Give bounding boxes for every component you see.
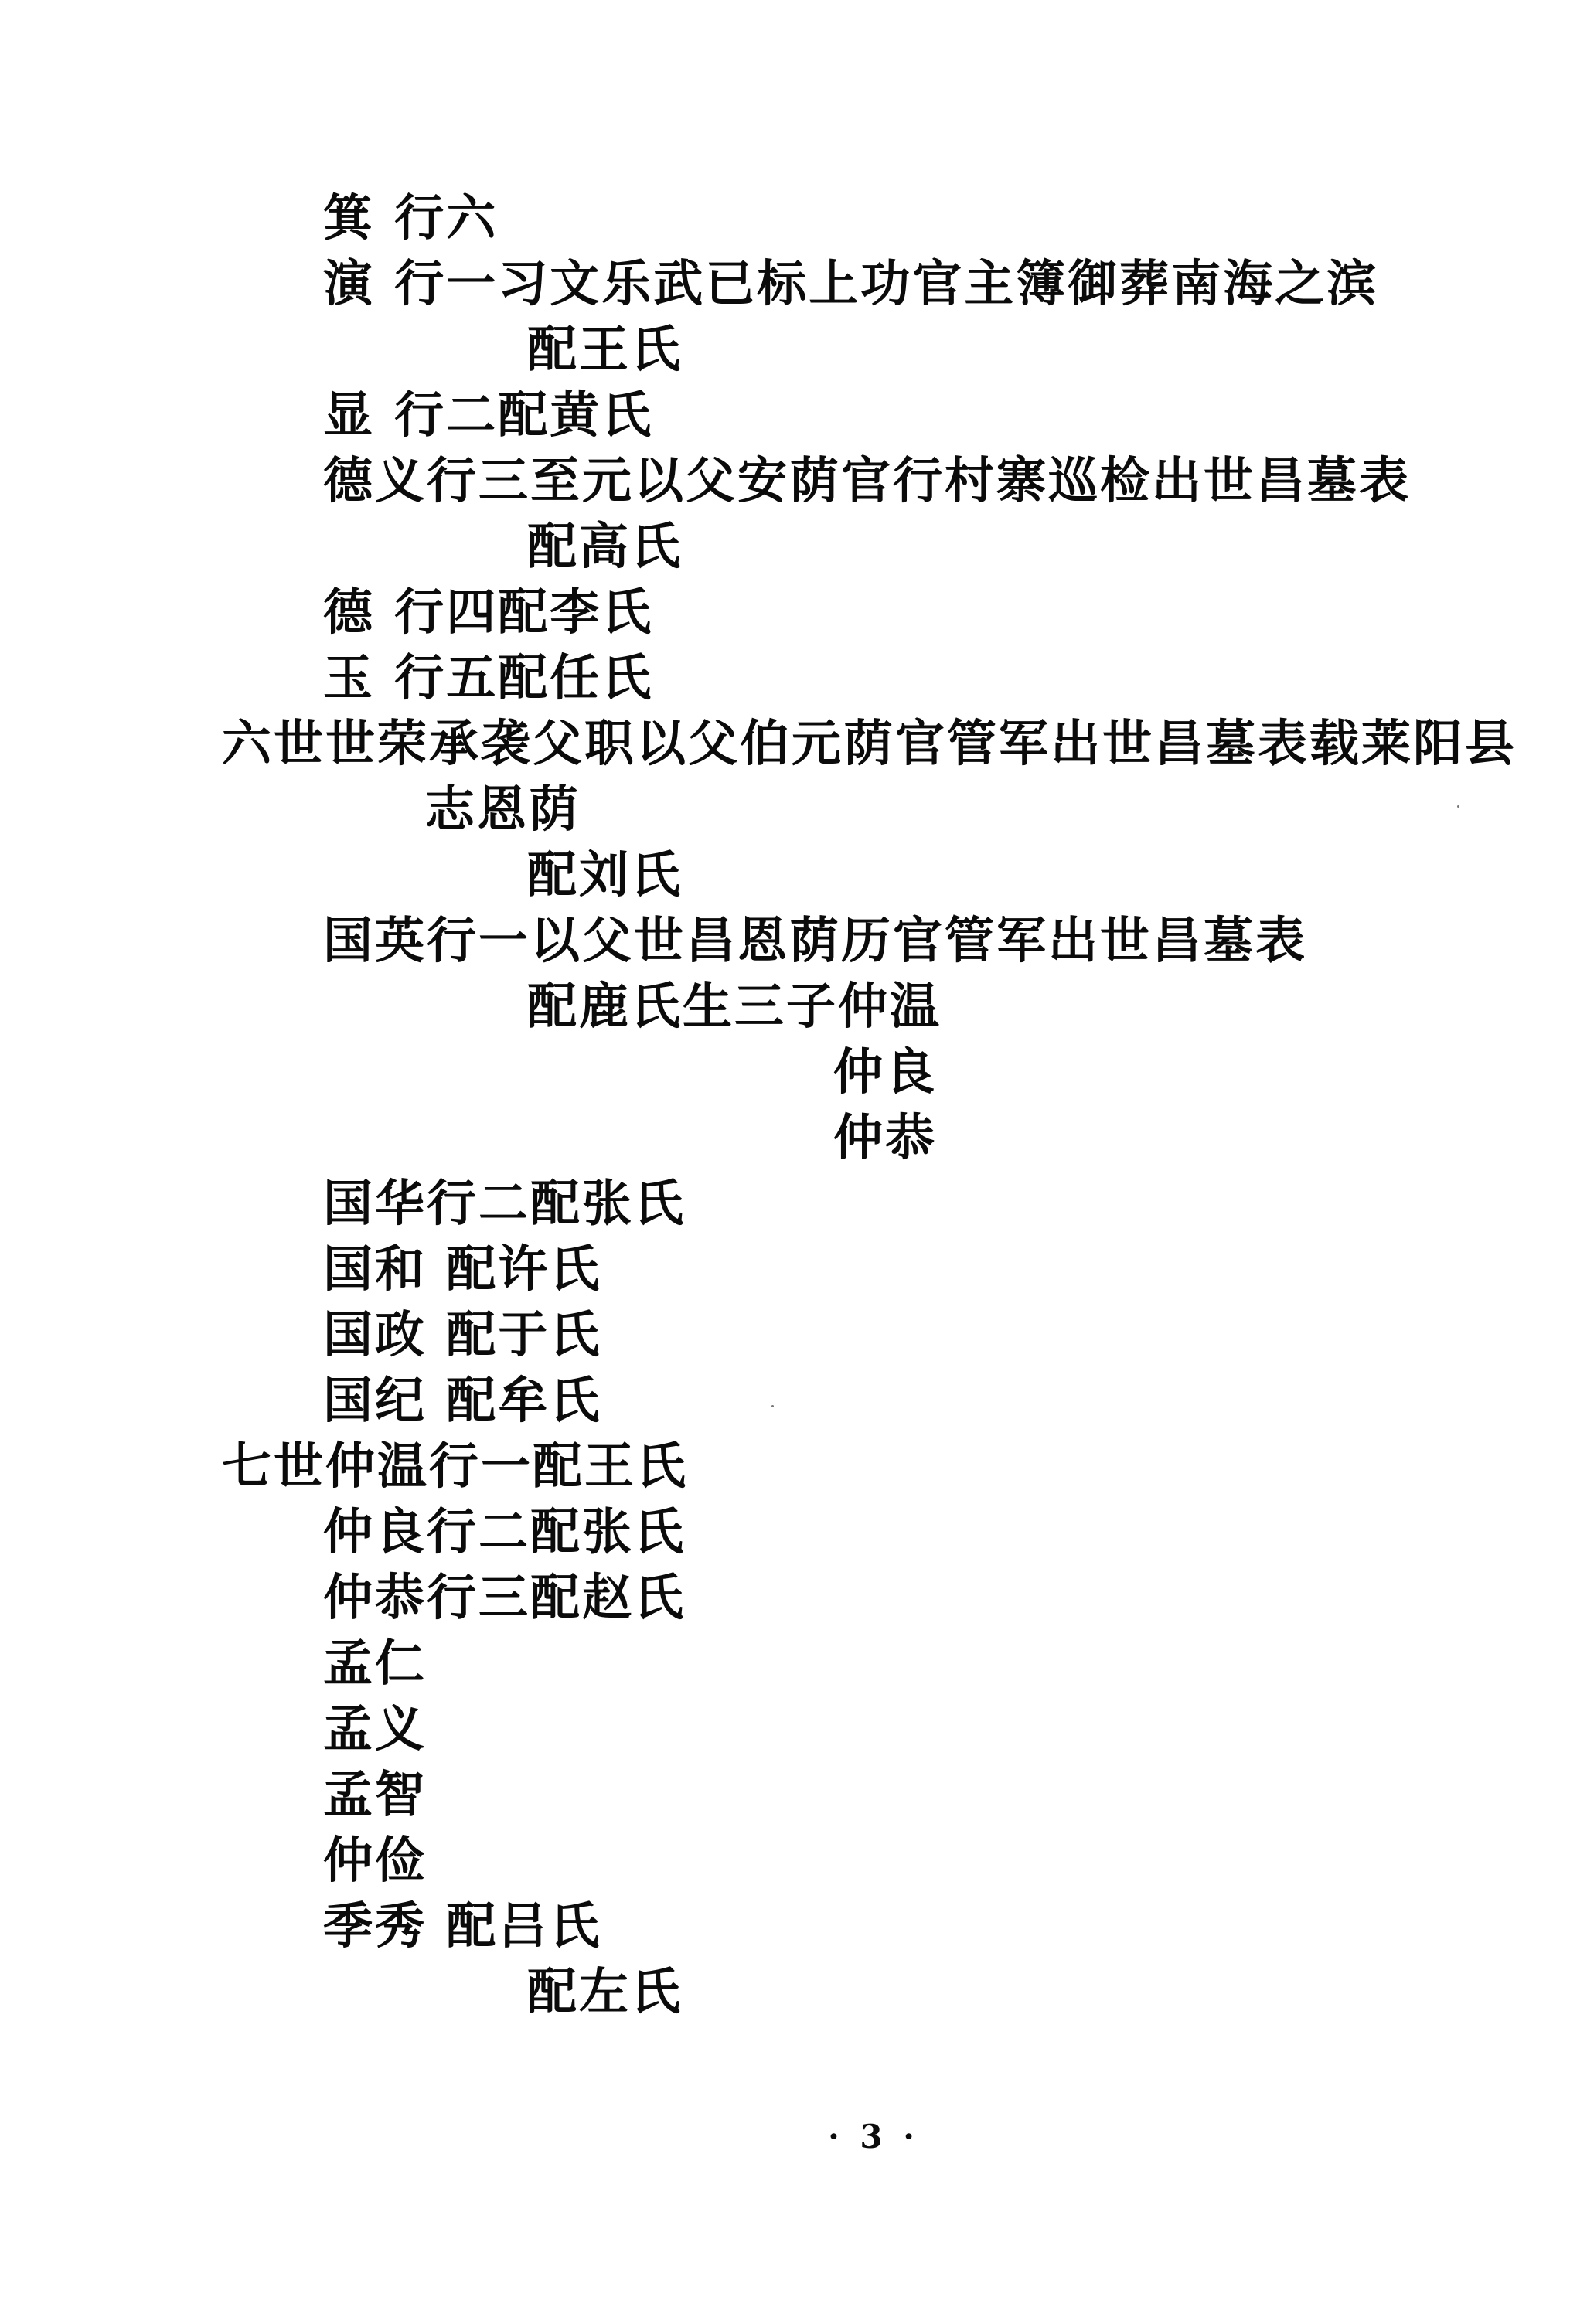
text-line: 仲恭 bbox=[833, 1109, 937, 1167]
text-line: 仲良行二配张氏 bbox=[323, 1503, 686, 1561]
text-line: 国英行一以父世昌恩荫历官管军出世昌墓表 bbox=[323, 912, 1307, 970]
text-line: 七世仲温行一配王氏 bbox=[222, 1438, 688, 1495]
scan-speck bbox=[1457, 805, 1459, 808]
text-line: 仲俭 bbox=[323, 1832, 427, 1890]
text-line: 仲良 bbox=[833, 1043, 937, 1101]
scan-speck bbox=[771, 1405, 774, 1407]
text-line: 国和 配许氏 bbox=[323, 1240, 602, 1298]
text-line: 配左氏 bbox=[527, 1963, 683, 2021]
text-line: 国华行二配张氏 bbox=[323, 1175, 686, 1233]
text-line: 孟智 bbox=[323, 1766, 427, 1824]
text-line: 德 行四配李氏 bbox=[323, 584, 654, 641]
text-line: 孟义 bbox=[323, 1700, 427, 1758]
text-line: 国政 配于氏 bbox=[323, 1306, 602, 1364]
text-line: 箕 行六 bbox=[323, 189, 499, 247]
text-line: 志恩荫 bbox=[425, 781, 581, 839]
text-line: 显 行二配黄氏 bbox=[323, 386, 654, 444]
text-line: 配高氏 bbox=[527, 518, 683, 576]
text-line: 配王氏 bbox=[527, 321, 683, 379]
text-line: 国纪 配牟氏 bbox=[323, 1372, 602, 1430]
text-line: 德义行三至元以父安荫官行村寨巡检出世昌墓表 bbox=[323, 452, 1411, 510]
text-line: 演 行一习文乐武已标上功官主簿御葬南海之滨 bbox=[323, 255, 1379, 313]
text-line: 玉 行五配任氏 bbox=[323, 649, 654, 707]
text-line: 季秀 配吕氏 bbox=[323, 1897, 602, 1955]
page-number: · 3 · bbox=[828, 2118, 919, 2156]
text-line: 六世世荣承袭父职以父伯元荫官管军出世昌墓表载莱阳县 bbox=[222, 715, 1517, 773]
text-line: 仲恭行三配赵氏 bbox=[323, 1569, 686, 1627]
text-line: 孟仁 bbox=[323, 1635, 427, 1693]
text-line: 配鹿氏生三子仲温 bbox=[527, 978, 942, 1036]
text-line: 配刘氏 bbox=[527, 846, 683, 904]
